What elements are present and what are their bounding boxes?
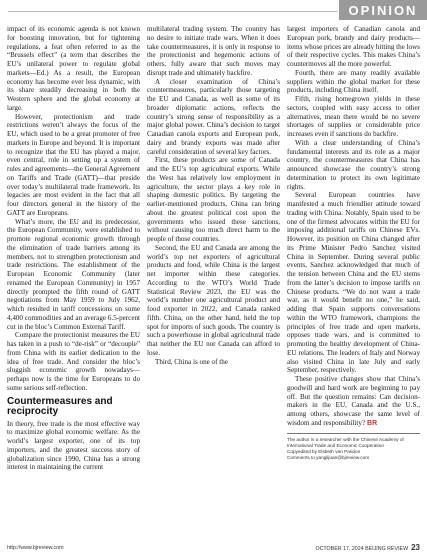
paragraph: largest importers of Canadian canola and European pork, brandy and dairy products—items whose prices are already hitting the lows of their respective cycles. This makes China’s countermoves all the more powerful. xyxy=(287,25,420,68)
paragraph: Second, the EU and Canada are among the world’s top net exporters of agricultural products and food, while China is the largest net importer within these categories. According to the WTO’s World Trade Statistical Review 2023, the EU was the world’s number one agricultural product and food exporter in 2022, and Canada ranked fifth. China, on the other hand, held the top spot for imports of such goods. The country is such a powerhouse in global agricultural trade that neither the EU nor Canada can afford to lose. xyxy=(147,243,280,357)
footer-issue xyxy=(315,543,420,552)
author-note xyxy=(287,437,420,461)
column-2 xyxy=(147,25,280,537)
paragraph: However, protectionism and trade restrictions weren’t always the focus of the EU, which used to be a great promoter of free markets in Europe and beyond. It is important to recognize that the EU has played a major, even central, role in setting up a system of rules and agreements—the General Agreement on Tariffs and Trade (GATT)—that preside over today’s multilateral trade framework. Its legacies are most evident in the fact that all four directors general in the history of the GATT are Europeans. xyxy=(7,112,140,217)
section-label: OPINION xyxy=(339,0,427,20)
page-number: 23 xyxy=(411,543,420,552)
author-divider xyxy=(287,433,420,434)
section-subheading: Countermeasures and reciprocity xyxy=(7,395,113,417)
paragraph-final xyxy=(287,375,420,429)
header-rule xyxy=(8,11,338,12)
paragraph: impact of its economic agenda is not known for boosting innovation, but for tightening regulations, a feat often referred to as the “Brussels effect” (a term that describes the EU’s unilateral power to regulate global markets—Ed.) As a result, the European economy has become ever less dynamic, with its share steadily decreasing in both the Western sphere and the global economy at large. xyxy=(7,25,140,112)
end-mark: BR xyxy=(367,419,378,427)
paragraph: A closer examination of China’s countermeasures, particularly those targeting the EU and Canada, as well as some of its broader diplomatic actions, reflects the country’s strong sense of responsibility as a major global power. China’s decision to target Canadian canola exports and European pork, dairy and brandy exports was made after careful consideration of several key factors. xyxy=(147,77,280,156)
copyeditor-credit: Copyedited by Elsbeth van Paridon xyxy=(287,448,361,454)
paragraph: Several European countries have manifested a much friendlier attitude toward trading with China. Notably, Spain used to be one of the firmest advocates within the EU for imposing additional tariffs on Chinese EVs. However, its position on China changed after its Prime Minister Pedro Sanchez visited China in September. During several public events, Sanchez acknowledged that much of the tension between China and the EU stems from the latter’s decision to impose tariffs on Chinese products. “We do not want a trade war, as it would benefit no one,” he said, adding that Spain supports conversations within the WTO framework, champions the principles of free trade and open markets, opposes trade wars, and is committed to promoting the healthy development of China-EU relations. The leaders of Italy and Norway also visited China in late July and early September, respectively. xyxy=(287,191,420,375)
paragraph: Fourth, there are many readily available suppliers within the global market for these products, including China itself. xyxy=(287,68,420,95)
page-header xyxy=(0,0,427,20)
page-footer xyxy=(7,543,420,553)
column-3 xyxy=(287,25,420,537)
column-1 xyxy=(7,25,140,537)
issue-date: OCTOBER 17, 2024 BEIJING REVIEW xyxy=(315,546,409,552)
article-body xyxy=(7,25,421,537)
paragraph: Compare the protectionist measures the EU has taken in a push to “de-risk” or “decouple” from China with its earlier dedication to the idea of free trade. And consider the bloc’s sluggish economic growth nowadays—perhaps now is the time for Europeans to do some serious self-reflection. xyxy=(7,331,140,392)
paragraph: What’s more, the EU and its predecessor, the European Community, were established to promote regional economic growth through the elimination of trade barriers among its members, not to strengthen protectionism and trade restrictions. The establishment of the European Economic Community (later renamed the European Community) in 1957 directly prompted the fifth round of GATT negotiations from May 1959 to July 1962, which resulted in tariff concessions on some 4,400 commodities and an average 6.5-percent cut in the bloc’s Common External Tariff. xyxy=(7,217,140,331)
paragraph: With a clear understanding of China’s fundamental interests and its role as a major country, the countermeasures that China has announced showcase the country’s strong determination to protect its own legitimate rights. xyxy=(287,138,420,191)
paragraph: Third, China is one of the xyxy=(155,357,228,366)
paragraph-text: These positive changes show that China’s goodwill and hard work are beginning to pay off. But the question remains: Can decision-makers in the EU, Canada and the U.S., among others, showcase the same level of wisdom and responsibility? xyxy=(287,375,420,427)
comments-contact: Comments to yanglijuan@bjreview.com xyxy=(287,454,370,460)
paragraph: Fifth, rising homegrown yields in these sectors, coupled with easy access to other alternatives, mean there would be no severe shortages of supplies or considerable price increases even if sanctions do backfire. xyxy=(287,95,420,138)
footer-url[interactable]: http://www.bjreview.com xyxy=(7,545,64,551)
paragraph: In theory, free trade is the most effective way to maximize global economic welfare. As the world’s largest exporter, one of its top importers, and the greatest success story of globalization since 1990, China has a strong interest in maintaining the current xyxy=(7,419,140,472)
author-bio: The author is a researcher with the Chinese Academy of International Trade and Economic Cooperation xyxy=(287,436,404,448)
paragraph: multilateral trading system. The country has no desire to initiate trade wars. When it does take countermeasures, it is only in response to the protectionist and hegemonic actions of others, fully aware that such moves may disrupt trade and ultimately backfire. xyxy=(147,25,280,77)
paragraph: First, these products are some of Canada and the EU’s top agricultural exports. While the West has relatively low employment in agriculture, the sector plays a key role in shaping domestic politics. By targeting the earlier-mentioned products, China can bring about the greatest political cost upon the governments who issued these sanctions, without causing too much direct harm to the people of those countries. xyxy=(147,156,280,243)
